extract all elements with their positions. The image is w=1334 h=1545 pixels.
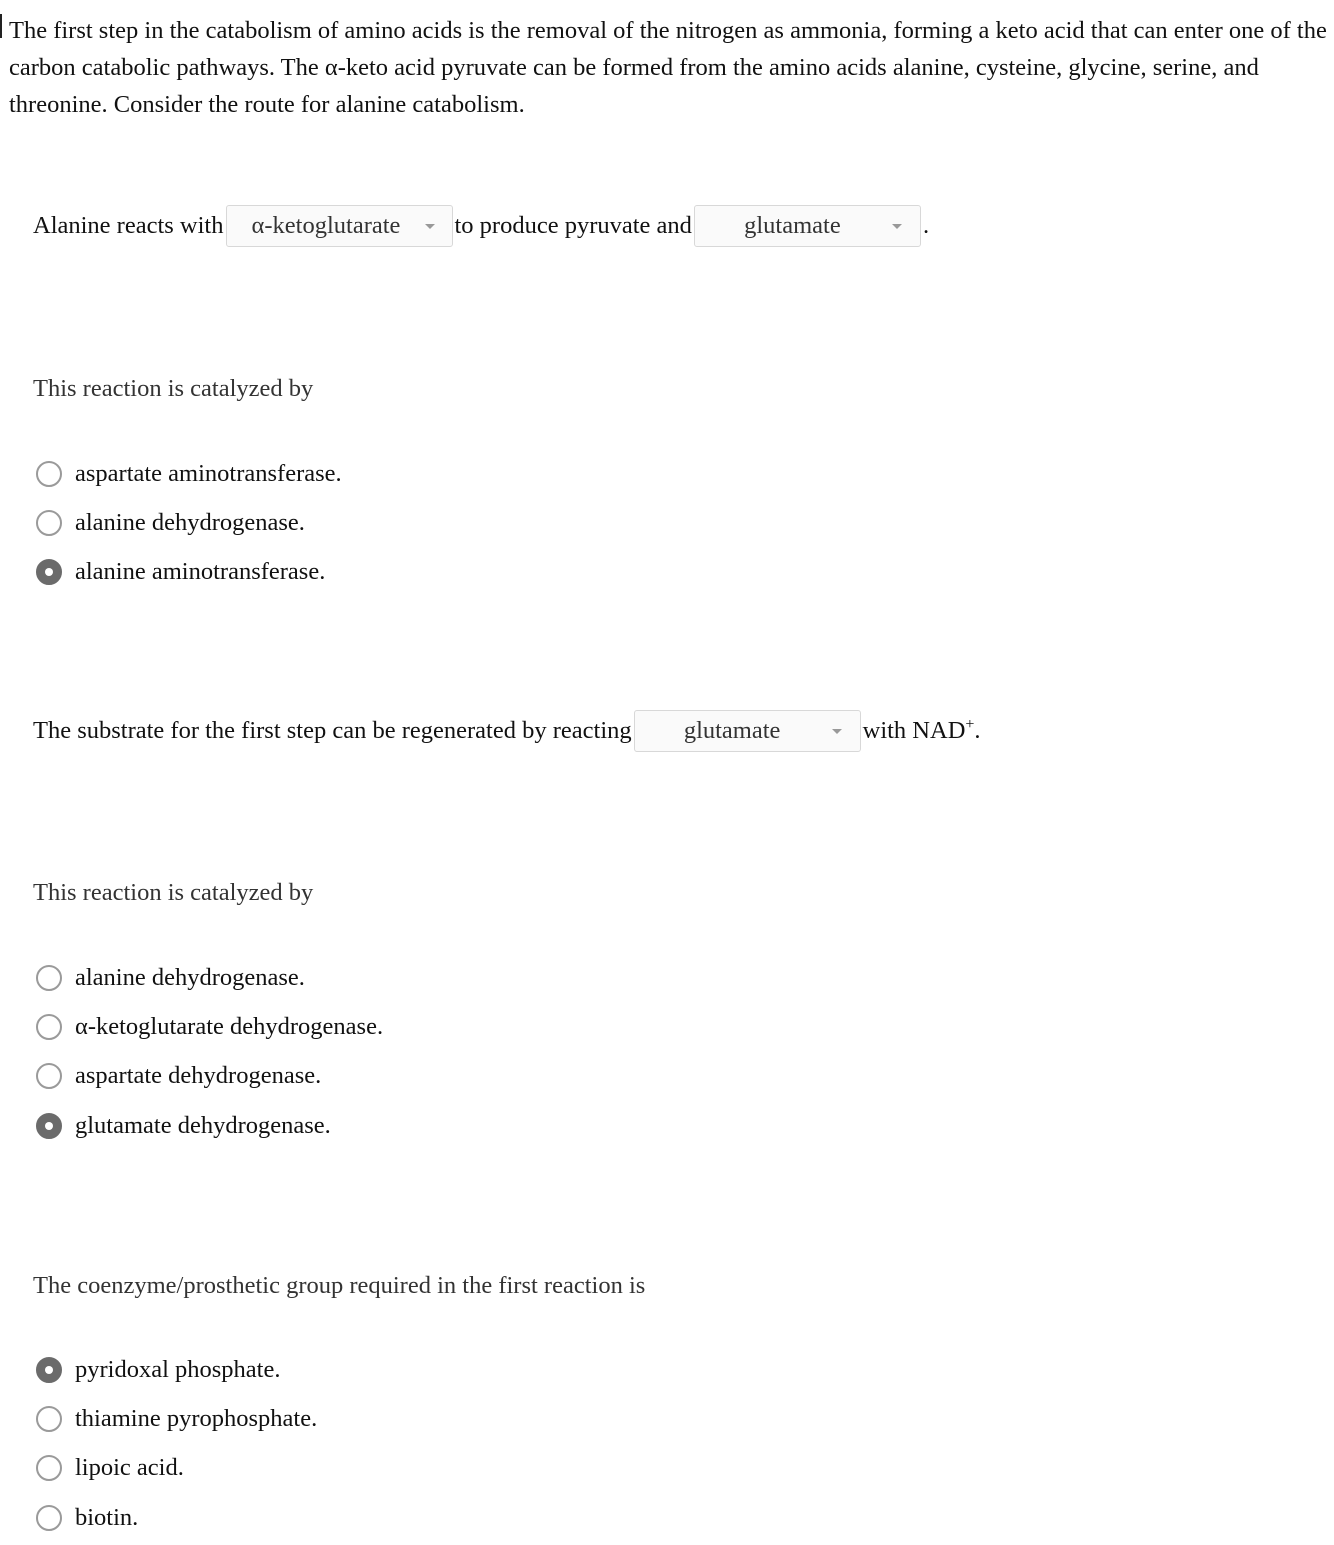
q5-option-biotin[interactable]	[36, 1493, 317, 1542]
q5-option-thiamine-pyrophosphate[interactable]	[36, 1394, 317, 1443]
q1-sentence	[33, 204, 929, 248]
left-rule-divider	[0, 14, 2, 38]
q2-option-alanine-dehydrogenase[interactable]	[36, 498, 342, 547]
radio-button[interactable]	[36, 1406, 62, 1432]
q5-option-lipoic-acid[interactable]	[36, 1444, 317, 1493]
q2-option-label: aspartate aminotransferase.	[75, 459, 342, 487]
radio-button-selected[interactable]	[36, 1357, 62, 1383]
q1-product-dropdown[interactable]	[694, 205, 921, 247]
q4-option-label: glutamate dehydrogenase.	[75, 1111, 331, 1139]
q4-option-label: α-ketoglutarate dehydrogenase.	[75, 1012, 384, 1040]
chevron-down-icon	[832, 729, 842, 734]
q4-option-alanine-dehydrogenase[interactable]	[36, 953, 383, 1002]
q4-options	[36, 953, 383, 1150]
q3-text-before: The substrate for the first step can be regenerated by reacting	[33, 717, 632, 744]
q2-option-alanine-aminotransferase[interactable]	[36, 548, 342, 597]
radio-button[interactable]	[36, 510, 62, 536]
radio-button-selected[interactable]	[36, 559, 62, 585]
q4-option-ketoglutarate-dehydrogenase[interactable]	[36, 1002, 383, 1051]
q3-substrate-dropdown[interactable]	[634, 710, 861, 752]
q5-options	[36, 1345, 317, 1542]
q3-nad-text: with NAD	[862, 717, 966, 744]
q1-product-dropdown-value: glutamate	[744, 212, 841, 239]
intro-paragraph: The first step in the catabolism of amino acids is the removal of the nitrogen as ammonia, forming a keto acid that can enter one of the carbon catabolic pathways. The α-keto acid pyruvate can be formed from the amino acids alanine, cysteine, glycine, serine, and threonine. Consider the route for alanine catabolism.	[9, 17, 1327, 118]
q5-option-label: biotin.	[75, 1503, 139, 1531]
q2-option-label: alanine dehydrogenase.	[75, 508, 305, 536]
q3-sentence	[33, 709, 981, 753]
q2-prompt: This reaction is catalyzed by	[33, 375, 314, 402]
q1-reactant-dropdown-value: α-ketoglutarate	[251, 212, 401, 239]
q5-option-label: lipoic acid.	[75, 1454, 184, 1482]
q4-option-label: alanine dehydrogenase.	[75, 963, 305, 991]
q4-option-aspartate-dehydrogenase[interactable]	[36, 1052, 383, 1101]
q2-option-aspartate-aminotransferase[interactable]	[36, 449, 342, 498]
q2-option-label: alanine aminotransferase.	[75, 558, 326, 586]
q5-prompt: The coenzyme/prosthetic group required in the first reaction is	[33, 1272, 646, 1299]
q4-option-label: aspartate dehydrogenase.	[75, 1062, 322, 1090]
chevron-down-icon	[892, 224, 902, 229]
q4-prompt: This reaction is catalyzed by	[33, 879, 314, 906]
radio-button[interactable]	[36, 461, 62, 487]
q1-text-middle: to produce pyruvate and	[454, 212, 692, 239]
q3-text-after	[863, 717, 981, 745]
q5-option-pyridoxal-phosphate[interactable]	[36, 1345, 317, 1394]
radio-button[interactable]	[36, 1014, 62, 1040]
radio-button[interactable]	[36, 1455, 62, 1481]
q5-option-label: pyridoxal phosphate.	[75, 1355, 281, 1383]
q3-superscript: +	[965, 715, 975, 733]
radio-button-selected[interactable]	[36, 1113, 62, 1139]
q1-text-before: Alanine reacts with	[33, 212, 224, 239]
q5-option-label: thiamine pyrophosphate.	[75, 1404, 318, 1432]
q3-substrate-dropdown-value: glutamate	[683, 717, 781, 744]
radio-button[interactable]	[36, 965, 62, 991]
q2-options	[36, 449, 342, 597]
q3-period: .	[974, 717, 981, 744]
q4-option-glutamate-dehydrogenase[interactable]	[36, 1101, 383, 1150]
chevron-down-icon	[425, 224, 435, 229]
radio-button[interactable]	[36, 1505, 62, 1531]
q1-reactant-dropdown[interactable]	[226, 205, 453, 247]
radio-button[interactable]	[36, 1063, 62, 1089]
q1-text-after: .	[922, 212, 930, 239]
